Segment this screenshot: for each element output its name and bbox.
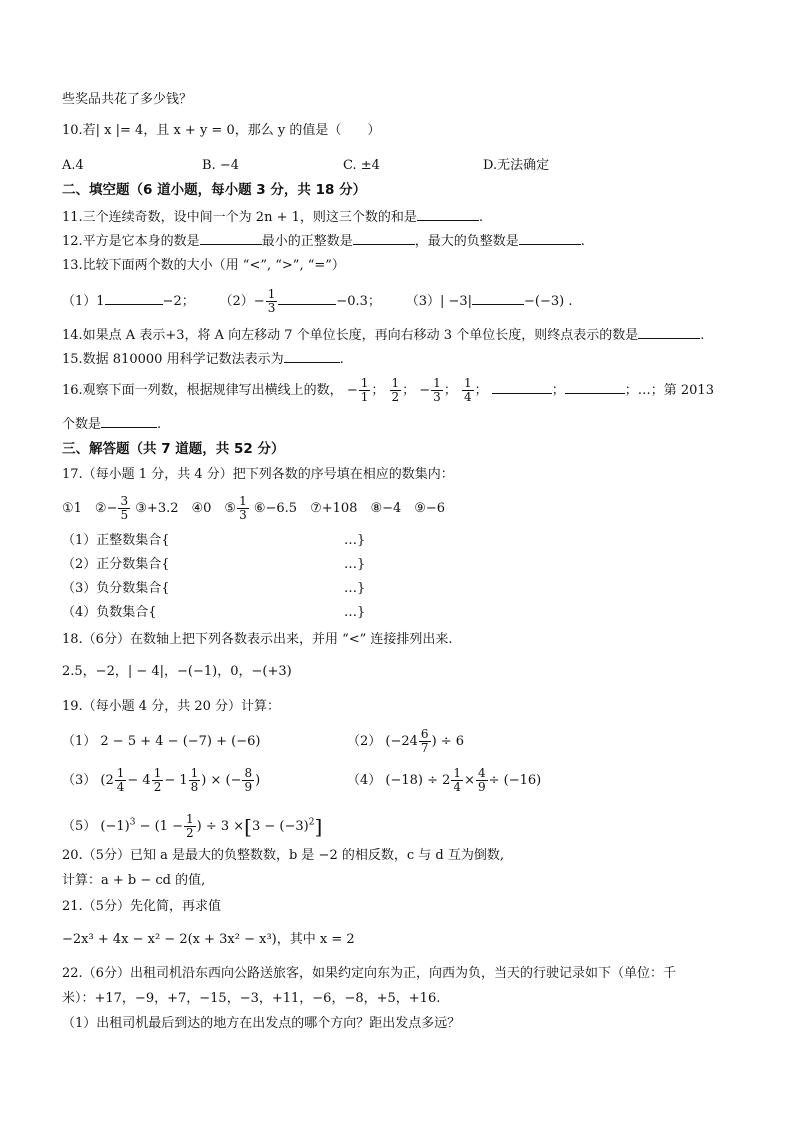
set-positive-integers: （1）正整数集合{ …}: [62, 533, 366, 548]
fraction: $\frac{3}{5}$: [120, 494, 129, 522]
question-16-text: 16.观察下面一列数，根据规律写出横线上的数，: [62, 383, 343, 398]
q13-part2-a: （2）−: [219, 294, 265, 309]
set-negative-numbers: （4）负数集合{ …}: [62, 605, 366, 620]
question-13: 13.比较下面两个数的大小（用 “<”, “>”, “=”）: [62, 258, 345, 273]
question-22-a: 22.（6分）出租司机沿东西向公路送旅客，如果约定向东为正，向西为负，当天的行驶记录如下（单位：千: [62, 966, 676, 981]
question-20-b: 计算：a + b − cd 的值,: [62, 873, 206, 888]
q13-part3-a: （3）| −3|: [405, 294, 473, 309]
answer-blank[interactable]: [565, 380, 625, 394]
answer-blank[interactable]: [284, 349, 340, 363]
question-22-c: （1）出租司机最后到达的地方在出发点的哪个方向？距出发点多远？: [62, 1016, 461, 1031]
option-c[interactable]: C. ±4: [343, 158, 380, 173]
question-19-row2: [62, 761, 742, 801]
answer-blank[interactable]: [519, 231, 581, 245]
fraction: $\frac{1}{3}$: [239, 494, 247, 522]
question-16-cont: 个数是 .: [62, 414, 161, 434]
question-21: 21.（5分）先化简，再求值: [62, 899, 221, 914]
question-19: 19.（每小题 4 分，共 20 分）计算：: [62, 699, 281, 714]
answer-blank[interactable]: [353, 231, 415, 245]
question-20-a: 20.（5分）已知 a 是最大的负整数数，b 是 −2 的相反数，c 与 d 互为倒数,: [62, 848, 504, 863]
question-16-text-c: 个数是: [62, 417, 102, 432]
question-17-items: [62, 490, 445, 528]
question-10: 10.若| x |= 4，且 x + y = 0，那么 y 的值是（ ）: [62, 123, 381, 138]
q13-part3-b: −(−3) .: [524, 294, 573, 309]
q17-items-c: ⑥−6.5 ⑦+108 ⑧−4 ⑨−6: [253, 501, 446, 516]
question-12-text-c: ，最大的负整数是: [414, 234, 519, 249]
question-13-parts: [62, 284, 573, 320]
continued-question-text: 些奖品共花了多少钱？: [62, 92, 193, 107]
question-19-row1: [62, 722, 742, 762]
answer-blank[interactable]: [472, 291, 524, 305]
question-14: 14.如果点 A 表示+3，将 A 向左移动 7 个单位长度，再向右移动 3 个单位长度，则终点表示的数是 .: [62, 325, 704, 345]
answer-blank[interactable]: [200, 231, 262, 245]
answer-blank[interactable]: [638, 325, 700, 339]
set-negative-fractions: （3）负分数集合{ …}: [62, 581, 366, 596]
q19-part4: （4） (−18) ÷ 2 $\frac{1}{4}$ × $\frac{4}{9}$ ÷ (−16): [347, 766, 542, 794]
question-12-text-a: 12.平方是它本身的数是: [62, 234, 200, 249]
option-a[interactable]: A.4: [62, 158, 84, 173]
question-19-row3: [62, 803, 322, 843]
fraction: $\frac{1}{4}$: [463, 376, 472, 404]
answer-blank[interactable]: [105, 291, 163, 305]
question-15-text: 15.数据 810000 用科学记数法表示为: [62, 352, 284, 367]
answer-blank[interactable]: [278, 291, 336, 305]
section-3-heading: 三、解答题（共 7 道题，共 52 分）: [62, 441, 285, 457]
question-16-text-b: ；…；第 2013: [624, 383, 714, 398]
q19-part3: （3） (2 $\frac{1}{4}$ − 4 $\frac{1}{2}$ − 1 $\frac{1}{8}$ ) × (− $\frac{8}{9}$ ): [62, 766, 261, 794]
fraction: $\frac{1}{1}$: [360, 376, 369, 404]
q13-part1-b: −2；: [162, 294, 195, 309]
q13-part2-b: −0.3；: [336, 294, 381, 309]
q17-items-b: ③+3.2 ④0 ⑤: [135, 501, 237, 516]
answer-blank[interactable]: [101, 414, 157, 428]
set-positive-fractions: （2）正分数集合{ …}: [62, 557, 366, 572]
question-18: 18.（6分）在数轴上把下列各数表示出来，并用 “<” 连接排列出来.: [62, 632, 453, 647]
section-2-heading: 二、填空题（6 道小题，每小题 3 分，共 18 分）: [62, 182, 367, 198]
fraction: $\frac{1}{3}$: [433, 376, 441, 404]
q19-part2: （2） (−24 $\frac{6}{7}$ ) ÷ 6: [347, 727, 465, 755]
question-11-text: 11.三个连续奇数，设中间一个为 2n + 1，则这三个数的和是: [62, 210, 417, 225]
fraction: $\frac{1}{2}$: [391, 376, 400, 404]
q19-part5: （5） $(-1)^3 - (1$ − $\frac{1}{2}$ ) ÷ $3 \times[3 - (-3)^2]$: [62, 812, 323, 841]
option-b[interactable]: B. −4: [202, 158, 239, 173]
q17-items-a: ①1 ②−: [62, 501, 118, 516]
answer-blank[interactable]: [417, 207, 479, 221]
question-12-text-b: 最小的正整数是: [261, 234, 353, 249]
q19-part1: （1） 2 − 5 + 4 − (−7) + (−6): [62, 734, 261, 749]
question-11: 11.三个连续奇数，设中间一个为 2n + 1，则这三个数的和是 .: [62, 207, 483, 227]
q13-part1-a: （1）1: [62, 294, 105, 309]
question-12: 12.平方是它本身的数是 最小的正整数是 ，最大的负整数是 .: [62, 231, 585, 251]
question-18-numbers: 2.5，−2，| − 4|，−(−1)，0，−(+3): [62, 664, 292, 679]
answer-blank[interactable]: [492, 380, 552, 394]
question-16: 16.观察下面一列数，根据规律写出横线上的数， − $\frac{1}{1}$ ； $\frac{1}{2}$ ； − $\frac{1}{3}$ ； $\frac{1}{4}$ ； ； ；…；第 2013: [62, 376, 714, 404]
question-22-b: 米）：+17，−9，+7，−15，−3，+11，−6，−8，+5，+16.: [62, 991, 441, 1006]
question-17: 17.（每小题 1 分，共 4 分）把下列各数的序号填在相应的数集内：: [62, 467, 454, 482]
option-d[interactable]: D.无法确定: [483, 158, 550, 173]
fraction: $\frac{1}{3}$: [267, 287, 276, 315]
question-14-text: 14.如果点 A 表示+3，将 A 向左移动 7 个单位长度，再向右移动 3 个单位长度，则终点表示的数是: [62, 328, 639, 343]
question-15: 15.数据 810000 用科学记数法表示为 .: [62, 349, 344, 369]
question-21-expression: −2x³ + 4x − x² − 2(x + 3x² − x³)，其中 x = 2: [62, 932, 355, 947]
